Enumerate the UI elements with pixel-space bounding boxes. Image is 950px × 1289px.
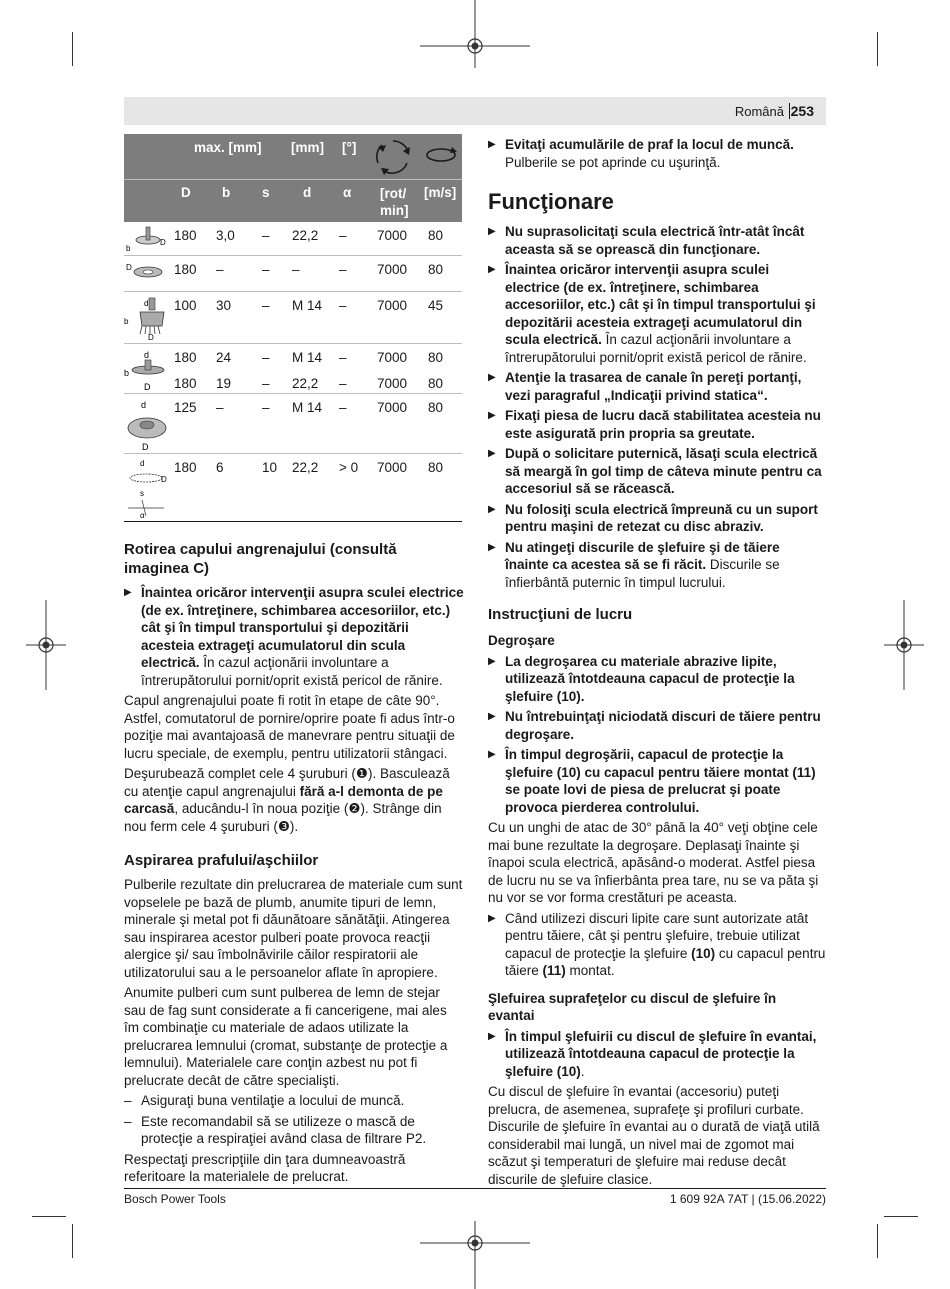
- warning-bullet: [488, 539, 826, 592]
- bullet-bold-text: (11): [542, 963, 566, 978]
- warning-bullet: [488, 369, 826, 404]
- fiber-disc-icon: [124, 258, 170, 288]
- warning-bullet: [124, 584, 464, 689]
- warning-bullet: [488, 746, 826, 816]
- table-cell-ms: 80: [428, 400, 444, 415]
- table-cell-ms: 45: [428, 298, 444, 313]
- table-cell-s: –: [262, 262, 270, 277]
- table-row: [124, 256, 462, 292]
- footer-doc-number: 1 609 92A 7AT | (15.06.2022): [669, 1192, 826, 1206]
- registration-mark-icon: [26, 595, 66, 695]
- table-cell-D: 180: [174, 350, 197, 365]
- header-s: s: [262, 185, 270, 200]
- table-cell-D: 100: [174, 298, 197, 313]
- table-row: [124, 394, 462, 454]
- warning-bullet: [488, 653, 826, 706]
- table-row: [124, 344, 462, 370]
- table-cell-d: –: [292, 262, 300, 277]
- table-row: [124, 222, 462, 256]
- paragraph: Cu un unghi de atac de 30° până la 40° veţi obţine cele mai bune rezultate la degroşare. Deplasaţi înainte şi înapoi scula electrică, apăsând-o moderat. Astfel piesa de lucru nu se va înfierbânta prea tare, nu se va păta şi nu vor se vor forma crestături pe aceasta.: [488, 820, 819, 905]
- table-cell-d: M 14: [292, 350, 323, 365]
- warning-bullet: [488, 407, 826, 442]
- bullet-text: Când utilizezi discuri lipite care sunt autorizate atât pentru tăiere, cât şi pentru şlefuire, trebuie utilizat capacul de protecţie la şlefuire: [505, 910, 809, 961]
- svg-text:b: b: [126, 244, 131, 253]
- table-cell-ms: 80: [428, 376, 444, 391]
- header-b: b: [222, 185, 231, 200]
- table-cell-b: 3,0: [216, 228, 235, 243]
- wire-wheel-icon: [124, 348, 170, 394]
- header-mm: [mm]: [291, 140, 324, 155]
- crop-mark: [877, 1224, 878, 1258]
- warning-bullet: [488, 445, 826, 498]
- header-deg: [°]: [342, 140, 357, 155]
- table-cell-a: –: [339, 350, 347, 365]
- crop-mark: [32, 1216, 66, 1217]
- heading-dust-extraction: Aspirarea prafului/aşchiilor: [124, 852, 319, 869]
- table-header: [124, 134, 462, 222]
- table-cell-ms: 80: [428, 262, 444, 277]
- header-rpm: [rot/ min]: [380, 186, 409, 218]
- warning-bullet: [488, 136, 826, 171]
- table-cell-b: –: [216, 262, 224, 277]
- table-cell-a: –: [339, 228, 347, 243]
- heading-flap-disc-sanding: Şlefuirea suprafeţelor cu discul de şlefuire în evantai: [488, 990, 777, 1023]
- heading-rough-grinding: Degroşare: [488, 633, 555, 648]
- info-bullet: [488, 910, 826, 980]
- heading-work-instructions: Instrucţiuni de lucru: [488, 606, 633, 623]
- bullet-bold-text: În timpul şlefuirii cu discul de şlefuire în evantai, utilizează întotdeauna capacul de protecţie la şlefuire (10): [505, 1028, 817, 1079]
- crop-mark: [877, 32, 878, 66]
- header-alpha: α: [343, 185, 352, 200]
- table-cell-a: –: [339, 400, 347, 415]
- svg-text:D: D: [160, 238, 166, 247]
- bullet-bold-text: Nu întrebuinţaţi niciodată discuri de tăiere pentru degroşare.: [505, 709, 821, 742]
- dash-item: – Este recomandabil să se utilizeze o mască de protecţie a respiraţiei având clasa de filtrare P2.: [124, 1113, 464, 1148]
- table-cell-ms: 80: [428, 228, 444, 243]
- header-language: Română: [734, 104, 784, 119]
- table-cell-b: 30: [216, 298, 232, 313]
- svg-text:s: s: [140, 489, 144, 498]
- paragraph: Pulberile rezultate din prelucrarea de materiale cum sunt vopselele pe bază de plumb, anumite tipuri de lemn, minerale şi metal pot fi dăunătoare sănătăţii. Atingerea sau inspirarea acestor pulberi poate provoca reacţii alergice şi/ sau îmbolnăvirile căilor respiratorii ale utilizatorului sau a le persoanelor aflate în apropiere.: [124, 877, 463, 980]
- bullet-text: montat.: [565, 963, 615, 978]
- table-cell-rpm: 7000: [377, 376, 408, 391]
- rotation-speed-icon: [372, 137, 414, 177]
- registration-mark-icon: [884, 595, 924, 695]
- svg-text:D: D: [126, 263, 132, 272]
- table-cell-d: 22,2: [292, 376, 319, 391]
- table-cell-s: –: [262, 350, 270, 365]
- bullet-bold-text: Fixaţi piesa de lucru dacă stabilitatea acesteia nu este asigurată prin propria sa greutate.: [505, 408, 821, 441]
- left-column: [124, 540, 464, 1189]
- table-cell-D: 180: [174, 460, 197, 475]
- svg-text:b: b: [124, 317, 129, 326]
- heading-rotate-gear-head: Rotirea capului angrenajului (consultă imaginea C): [124, 541, 397, 577]
- svg-text:D: D: [161, 475, 167, 484]
- bullet-bold-text: Nu suprasolicitaţi scula electrică într-atât încât aceasta să se oprească din funcţionare.: [505, 224, 805, 257]
- bullet-bold-text: La degroşarea cu materiale abrazive lipite, utilizează întotdeauna capacul de protecţie la şlefuire (10).: [505, 653, 795, 704]
- table-cell-s: –: [262, 228, 270, 243]
- twisted-wire-wheel-icon: [124, 398, 170, 454]
- table-cell-ms: 80: [428, 350, 444, 365]
- bullet-text: Discurile se înfierbântă puternic în timpul lucrului.: [505, 557, 780, 590]
- paragraph: Respectaţi prescripţiile din ţara dumneavoastră referitoare la materialele de prelucrat.: [124, 1151, 406, 1184]
- bullet-bold-text: Înaintea oricăror intervenţii asupra sculei electrice (de ex. întreţinere, schimbarea accesoriilor, etc.) cât şi în timpul transportului şi depozitării acesteia extrageţi acumulatorul din scula electrică.: [141, 585, 464, 670]
- table-cell-D: 180: [174, 376, 197, 391]
- bullet-bold-text: Înaintea oricăror intervenţii asupra sculei electrice (de ex. întreţinere, schimbarea accesoriilor, etc.) cât şi în timpul transportului şi depozitării acesteia extrageţi acumulatorul din scula electrică.: [505, 262, 816, 347]
- bullet-bold-text: Evitaţi acumulările de praf la locul de muncă.: [505, 137, 794, 152]
- table-cell-a: –: [339, 376, 347, 391]
- table-cell-b: 24: [216, 350, 232, 365]
- table-cell-rpm: 7000: [377, 228, 408, 243]
- table-cell-d: 22,2: [292, 228, 319, 243]
- warning-bullet: [488, 501, 826, 536]
- paragraph: Capul angrenajului poate fi rotit în etape de câte 90°. Astfel, comutatorul de pornire/oprire poate fi adus într-o poziţie mai avantajoasă de manevrare pentru situaţii de lucru speciale, de exemplu, pentru utilizatorii stângaci.: [124, 693, 455, 761]
- peripheral-speed-icon: [424, 144, 458, 166]
- registration-mark-icon: [420, 1219, 530, 1289]
- table-cell-s: –: [262, 298, 270, 313]
- page-number: 253: [790, 103, 814, 119]
- bullet-text: cu capacul pentru tăiere: [505, 945, 826, 978]
- table-cell-d: 22,2: [292, 460, 319, 475]
- bullet-text: .: [580, 1063, 585, 1079]
- warning-bullet: [488, 708, 826, 743]
- paragraph: Anumite pulberi cum sunt pulberea de lemn de stejar sau de fag sunt considerate a fi cancerigene, mai ales îm combinaţie cu materiale de adaos utilizate la prelucrarea lemnului (cromat, substanţe de protecţie a lemnului). Materialele care conţin azbest nu pot fi prelucrate decât de către specialişti.: [124, 985, 448, 1088]
- table-cell-b: –: [216, 400, 224, 415]
- table-cell-rpm: 7000: [377, 262, 408, 277]
- bullet-bold-text: Nu atingeţi discurile de şlefuire şi de tăiere înainte ca acestea să se fi răcit.: [505, 539, 780, 572]
- table-cell-rpm: 7000: [377, 298, 408, 313]
- bullet-bold-text: Atenţie la trasarea de canale în pereţi portanţi, vezi paragraful „Indicaţii privind statica“.: [505, 370, 802, 403]
- dash-item: – Asiguraţi buna ventilaţie a locului de muncă.: [124, 1092, 464, 1110]
- paragraph-text: , aducându-l în noua poziţie (❷). Strânge din nou ferm cele 4 şuruburi (❸).: [124, 801, 442, 834]
- table-cell-rpm: 7000: [377, 400, 408, 415]
- svg-text:α: α: [140, 511, 145, 520]
- svg-text:d: d: [140, 459, 145, 468]
- header-ms: [m/s]: [424, 185, 457, 200]
- table-cell-d: M 14: [292, 298, 323, 313]
- bullet-text: Pulberile se pot aprinde cu uşurinţă.: [505, 154, 721, 170]
- header-D: D: [181, 185, 191, 200]
- table-cell-s: –: [262, 376, 270, 391]
- table-cell-a: –: [339, 298, 347, 313]
- registration-mark-icon: [420, 0, 530, 70]
- warning-bullet: [488, 223, 826, 258]
- bullet-text: În cazul acţionării involuntare a întrerupătorului pornit/oprit există pericol de rănire.: [505, 332, 807, 365]
- table-row: [124, 292, 462, 344]
- table-row: [124, 454, 462, 522]
- table-cell-ms: 80: [428, 460, 444, 475]
- table-cell-s: –: [262, 400, 270, 415]
- table-cell-D: 180: [174, 262, 197, 277]
- footer-divider: [124, 1188, 826, 1189]
- grinding-disc-icon: [124, 225, 170, 257]
- right-column: [488, 136, 826, 1191]
- svg-text:d: d: [141, 400, 147, 410]
- table-header-row: [124, 180, 462, 222]
- cutting-disc-icon: [124, 456, 170, 520]
- heading-operation: Funcţionare: [488, 189, 614, 214]
- table-cell-b: 19: [216, 376, 232, 391]
- cup-brush-icon: [124, 296, 170, 340]
- svg-text:d: d: [144, 350, 150, 360]
- svg-text:D: D: [148, 333, 154, 340]
- svg-text:D: D: [144, 382, 151, 392]
- table-cell-d: M 14: [292, 400, 323, 415]
- bullet-text: În cazul acţionării involuntare a întrerupătorului pornit/oprit există pericol de rănire.: [141, 655, 443, 688]
- table-cell-s: 10: [262, 460, 278, 475]
- warning-bullet: [488, 261, 826, 366]
- paragraph: Cu discul de şlefuire în evantai (accesoriu) puteţi prelucra, de asemenea, suprafeţe şi profiluri curbate. Discurile de şlefuire în evantai au o durată de viaţă utilă considerabil mai lungă, un nivel mai de zgomot mai scăzut şi temperaturi de şlefuire mai reduse decât discurile de şlefuire clasice.: [488, 1084, 820, 1187]
- table-cell-a: –: [339, 262, 347, 277]
- table-cell-a: > 0: [339, 460, 359, 475]
- header-d: d: [303, 185, 312, 200]
- table-cell-D: 125: [174, 400, 197, 415]
- accessory-spec-table: [124, 134, 462, 522]
- table-cell-rpm: 7000: [377, 350, 408, 365]
- table-header-row: [124, 134, 462, 180]
- crop-mark: [72, 32, 73, 66]
- table-body: [124, 222, 462, 522]
- warning-bullet: [488, 1028, 826, 1081]
- crop-mark: [72, 1224, 73, 1258]
- bullet-bold-text: În timpul degroşării, capacul de protecţie la şlefuire (10) cu capacul pentru tăiere montat (11) se poate lovi de piesa de prelucrat şi poate provoca pierderea controlului.: [505, 747, 816, 815]
- bullet-bold-text: După o solicitare puternică, lăsaţi scula electrică să meargă în gol timp de câteva minute pentru ca accesoriul să se răcească.: [505, 446, 822, 496]
- page-header: [124, 97, 826, 125]
- svg-text:b: b: [124, 368, 130, 378]
- paragraph-bold-text: fără a-l demonta de pe carcasă: [124, 783, 443, 816]
- table-cell-D: 180: [174, 228, 197, 243]
- table-cell-rpm: 7000: [377, 460, 408, 475]
- paragraph-text: Deşurubează complet cele 4 şuruburi (❶). Basculează cu atenţie capul angrenajului: [124, 766, 450, 799]
- svg-text:d: d: [144, 299, 149, 308]
- svg-text:D: D: [142, 442, 149, 452]
- bullet-bold-text: (10): [691, 945, 716, 961]
- table-row: [124, 370, 462, 394]
- paragraph: [124, 765, 464, 835]
- table-cell-b: 6: [216, 460, 224, 475]
- footer-brand: Bosch Power Tools: [124, 1192, 226, 1206]
- crop-mark: [884, 1216, 918, 1217]
- header-max-mm: max. [mm]: [194, 140, 262, 155]
- bullet-bold-text: Nu folosiţi scula electrică împreună cu un suport pentru maşini de retezat cu disc abraziv.: [505, 501, 818, 534]
